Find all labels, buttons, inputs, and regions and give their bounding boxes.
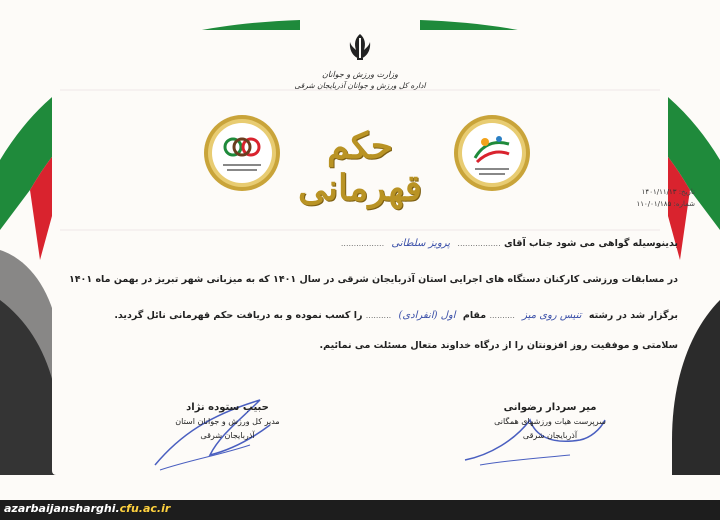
line1-prefix: بدینوسیله گواهی می شود جناب آقای (503, 238, 678, 249)
national-emblem-icon (346, 32, 374, 62)
body-line-4: سلامتی و موفقیت روز افزونتان را از درگاه خداوند متعال مسئلت می نمائیم. (319, 340, 678, 351)
line3-b: مقام (462, 310, 487, 321)
number-row (575, 198, 695, 210)
left-signer-title-1: مدیر کل ورزش و جوانان استان (175, 417, 280, 426)
rank-value: اول (انفرادی) (398, 310, 456, 321)
sport-field: تنیس روی میز (522, 310, 582, 321)
left-signer-name: حبیب ستوده نژاد (186, 402, 269, 413)
line3-dots-a: .......... (489, 311, 515, 320)
certificate-title: حکم قهرمانی (298, 125, 422, 209)
footer-domain-suffix: cfu.ac.ir (119, 502, 171, 515)
line1-dots-b: ................. (340, 239, 385, 248)
employee-sports-badge-icon (453, 114, 531, 192)
right-signer-name: میر سردار رضوانی (503, 402, 597, 413)
number-value: ۱۱۰/۰۱/۱۸۵ (636, 200, 672, 208)
left-signature-block (145, 402, 310, 441)
right-signature-block (470, 402, 630, 441)
body-line-3 (114, 310, 678, 321)
public-sports-badge-icon (203, 114, 281, 192)
date-label: تاریخ: (678, 188, 695, 196)
line1-dots-a: ................. (457, 239, 501, 248)
right-signer-title-1: سرپرست هیات ورزشهای همگانی (494, 417, 606, 426)
right-signer-title-2: آذربایجان شرقی (522, 431, 578, 440)
directorate-name: اداره کل ورزش و جوانان آذربایجان شرقی (294, 81, 426, 90)
line3-dots-b: .......... (365, 311, 392, 320)
footer-bar (0, 500, 720, 520)
date-value: ۱۴۰۱/۱۱/۱۳ (641, 188, 677, 196)
recipient-name: پرویز سلطانی (391, 238, 451, 249)
left-signer-title-2: آذربایجان شرقی (200, 431, 255, 440)
body-line-1 (341, 238, 678, 249)
ministry-header (250, 70, 470, 90)
footer-domain[interactable] (4, 502, 170, 515)
line3-a: برگزار شد در رشته (588, 310, 678, 321)
date-row (575, 186, 695, 198)
line3-c: را کسب نموده و به دریافت حکم قهرمانی نائل گردید. (114, 310, 363, 321)
ministry-name: وزارت ورزش و جوانان (321, 70, 399, 79)
footer-domain-prefix: azarbaijansharghi. (4, 502, 120, 515)
certificate-meta (575, 186, 695, 210)
number-label: شماره: (673, 200, 695, 208)
body-line-2: در مسابقات ورزشی کارکنان دستگاه های اجرایی استان آذربایجان شرقی در سال ۱۴۰۱ که به میزبانی شهر تبریز در بهمن ماه ۱۴۰۱ (68, 274, 678, 285)
